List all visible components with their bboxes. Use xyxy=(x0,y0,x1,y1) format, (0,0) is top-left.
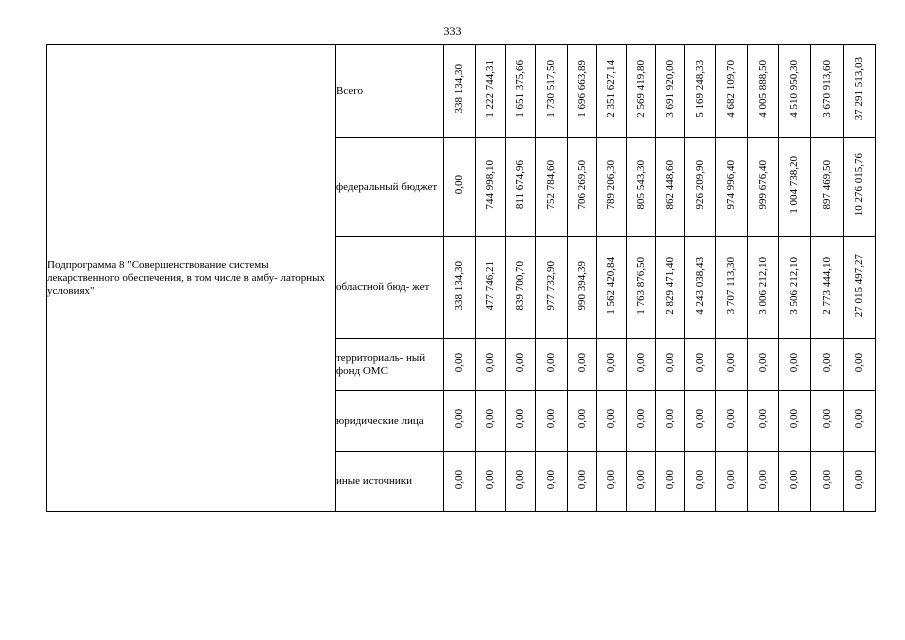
value-text: 4 243 038,43 xyxy=(693,256,706,315)
value-cell xyxy=(811,391,844,452)
funding-table xyxy=(46,44,876,512)
value-text: 0,00 xyxy=(634,352,647,373)
value-text: 0,00 xyxy=(756,352,769,373)
value-text: 27 015 497,27 xyxy=(853,253,865,318)
value-text: 0,00 xyxy=(545,352,557,373)
value-text: 0,00 xyxy=(545,409,557,429)
value-text: 0,00 xyxy=(725,469,737,490)
value-cell xyxy=(716,452,748,512)
value-cell xyxy=(444,138,476,237)
value-cell xyxy=(748,45,779,138)
value-cell xyxy=(536,391,568,452)
value-cell xyxy=(656,45,685,138)
value-cell xyxy=(748,452,779,512)
value-text: 974 996,40 xyxy=(725,160,737,210)
value-text: 0,00 xyxy=(545,469,557,490)
value-text: 4 510 950,30 xyxy=(788,60,800,118)
value-text: 0,00 xyxy=(693,409,706,429)
value-text: 0,00 xyxy=(453,352,465,373)
value-cell xyxy=(597,237,627,339)
value-text: 0,00 xyxy=(663,409,676,429)
value-cell xyxy=(779,138,811,237)
value-cell xyxy=(685,237,716,339)
value-text: 1 730 517,50 xyxy=(545,60,557,118)
value-cell xyxy=(748,237,779,339)
value-text: 0,00 xyxy=(693,469,706,490)
value-cell xyxy=(627,339,656,391)
value-text: 0,00 xyxy=(605,469,617,490)
value-cell xyxy=(811,138,844,237)
value-cell xyxy=(656,391,685,452)
funding-source: юридические лица xyxy=(336,391,444,452)
value-text: 0,00 xyxy=(820,352,833,373)
value-cell xyxy=(685,138,716,237)
value-text: 2 773 444,10 xyxy=(820,256,833,315)
value-text: 0,00 xyxy=(663,352,676,373)
value-cell xyxy=(597,339,627,391)
value-cell xyxy=(844,45,876,138)
value-text: 0,00 xyxy=(514,469,526,490)
value-cell xyxy=(597,452,627,512)
value-text: 1 651 375,66 xyxy=(514,60,526,118)
value-cell xyxy=(476,391,506,452)
value-cell xyxy=(536,138,568,237)
value-text: 1 222 744,31 xyxy=(484,60,496,118)
value-cell xyxy=(568,339,597,391)
value-cell xyxy=(779,45,811,138)
value-cell xyxy=(476,339,506,391)
value-cell xyxy=(627,452,656,512)
value-cell xyxy=(656,237,685,339)
funding-source: Всего xyxy=(336,45,444,138)
value-cell xyxy=(716,45,748,138)
value-cell xyxy=(444,452,476,512)
value-cell xyxy=(444,339,476,391)
value-cell xyxy=(597,45,627,138)
value-cell xyxy=(844,391,876,452)
value-text: 0,00 xyxy=(788,469,800,490)
value-cell xyxy=(597,138,627,237)
value-text: 477 746,21 xyxy=(484,260,496,311)
value-cell xyxy=(844,237,876,339)
value-text: 0,00 xyxy=(634,469,647,490)
value-text: 0,00 xyxy=(605,352,617,373)
value-text: 0,00 xyxy=(484,409,496,429)
value-text: 1 562 420,84 xyxy=(605,256,617,315)
value-cell xyxy=(568,391,597,452)
value-text: 805 543,30 xyxy=(634,160,647,210)
value-text: 338 134,30 xyxy=(453,64,465,114)
page-number: 333 xyxy=(443,24,462,38)
value-cell xyxy=(506,339,536,391)
value-text: 2 351 627,14 xyxy=(605,60,617,118)
value-text: 789 206,30 xyxy=(605,160,617,210)
value-cell xyxy=(506,391,536,452)
value-text: 3 691 920,00 xyxy=(663,60,676,118)
value-text: 0,00 xyxy=(484,352,496,373)
value-cell xyxy=(779,339,811,391)
funding-source: иные источники xyxy=(336,452,444,512)
value-text: 0,00 xyxy=(453,409,465,429)
value-text: 862 448,60 xyxy=(663,160,676,210)
value-text: 0,00 xyxy=(725,409,737,429)
value-text: 0,00 xyxy=(853,352,865,373)
value-text: 0,00 xyxy=(484,469,496,490)
value-cell xyxy=(844,138,876,237)
value-cell xyxy=(748,339,779,391)
value-cell xyxy=(716,237,748,339)
value-cell xyxy=(716,339,748,391)
value-cell xyxy=(779,452,811,512)
value-text: 3 506 212,10 xyxy=(788,256,800,315)
value-cell xyxy=(506,138,536,237)
value-text: 0,00 xyxy=(853,469,865,490)
value-text: 897 469,50 xyxy=(820,160,833,210)
value-text: 0,00 xyxy=(820,409,833,429)
value-text: 0,00 xyxy=(634,409,647,429)
value-text: 999 676,40 xyxy=(756,160,769,210)
value-cell xyxy=(627,391,656,452)
value-cell xyxy=(656,339,685,391)
value-cell xyxy=(748,138,779,237)
value-cell xyxy=(748,391,779,452)
value-text: 0,00 xyxy=(820,469,833,490)
value-text: 3 707 113,30 xyxy=(725,256,737,315)
value-text: 0,00 xyxy=(453,175,465,195)
value-cell xyxy=(536,237,568,339)
value-text: 4 682 109,70 xyxy=(725,60,737,118)
value-cell xyxy=(685,339,716,391)
value-text: 0,00 xyxy=(788,409,800,429)
value-cell xyxy=(656,452,685,512)
value-cell xyxy=(536,452,568,512)
value-cell xyxy=(444,237,476,339)
value-text: 0,00 xyxy=(575,352,588,373)
value-text: 0,00 xyxy=(788,352,800,373)
value-cell xyxy=(811,237,844,339)
table-row xyxy=(47,45,876,138)
value-text: 10 276 015,76 xyxy=(853,153,865,217)
subprogram-title: Подпрограмма 8 "Совершенствование системы лекарственного обеспечения, в том числе в амбу- латорных условиях" xyxy=(47,45,336,512)
value-cell xyxy=(716,138,748,237)
value-cell xyxy=(476,138,506,237)
value-text: 0,00 xyxy=(756,409,769,429)
value-text: 0,00 xyxy=(756,469,769,490)
value-cell xyxy=(844,452,876,512)
value-text: 3 670 913,60 xyxy=(820,60,833,118)
value-text: 0,00 xyxy=(853,409,865,429)
value-cell xyxy=(779,237,811,339)
value-text: 706 269,50 xyxy=(575,160,588,210)
value-text: 0,00 xyxy=(605,409,617,429)
value-text: 811 674,96 xyxy=(514,160,526,210)
value-cell xyxy=(597,391,627,452)
value-cell xyxy=(627,138,656,237)
value-cell xyxy=(568,45,597,138)
value-cell xyxy=(627,45,656,138)
value-text: 0,00 xyxy=(453,469,465,490)
value-text: 338 134,30 xyxy=(453,260,465,311)
value-cell xyxy=(716,391,748,452)
value-cell xyxy=(476,452,506,512)
value-cell xyxy=(568,452,597,512)
value-text: 990 394,39 xyxy=(575,260,588,311)
value-cell xyxy=(656,138,685,237)
value-cell xyxy=(506,237,536,339)
value-text: 1 004 738,20 xyxy=(788,156,800,214)
value-cell xyxy=(844,339,876,391)
value-cell xyxy=(627,237,656,339)
value-text: 1 763 876,50 xyxy=(634,256,647,315)
value-cell xyxy=(811,339,844,391)
value-text: 2 829 471,40 xyxy=(663,256,676,315)
value-cell xyxy=(444,391,476,452)
value-text: 977 732,90 xyxy=(545,260,557,311)
value-cell xyxy=(444,45,476,138)
value-cell xyxy=(506,45,536,138)
value-text: 0,00 xyxy=(575,469,588,490)
value-text: 1 696 663,89 xyxy=(575,60,588,118)
value-cell xyxy=(685,391,716,452)
value-cell xyxy=(811,452,844,512)
value-cell xyxy=(685,452,716,512)
value-cell xyxy=(568,138,597,237)
funding-source: федеральный бюджет xyxy=(336,138,444,237)
value-cell xyxy=(536,45,568,138)
value-cell xyxy=(476,45,506,138)
value-text: 5 169 248,33 xyxy=(693,60,706,118)
value-text: 37 291 513,03 xyxy=(853,57,865,121)
value-cell xyxy=(506,452,536,512)
value-cell xyxy=(811,45,844,138)
value-text: 0,00 xyxy=(514,409,526,429)
value-cell xyxy=(476,237,506,339)
value-text: 926 209,90 xyxy=(693,160,706,210)
value-text: 0,00 xyxy=(663,469,676,490)
value-text: 0,00 xyxy=(725,352,737,373)
funding-source: территориаль- ный фонд ОМС xyxy=(336,339,444,391)
value-cell xyxy=(779,391,811,452)
value-cell xyxy=(685,45,716,138)
funding-source: областной бюд- жет xyxy=(336,237,444,339)
value-text: 0,00 xyxy=(575,409,588,429)
value-text: 0,00 xyxy=(514,352,526,373)
value-text: 752 784,60 xyxy=(545,160,557,210)
value-text: 0,00 xyxy=(693,352,706,373)
value-text: 744 998,10 xyxy=(484,160,496,210)
value-text: 4 005 888,50 xyxy=(756,60,769,118)
value-cell xyxy=(536,339,568,391)
value-text: 839 700,70 xyxy=(514,260,526,311)
value-text: 3 006 212,10 xyxy=(756,256,769,315)
value-cell xyxy=(568,237,597,339)
value-text: 2 569 419,80 xyxy=(634,60,647,118)
